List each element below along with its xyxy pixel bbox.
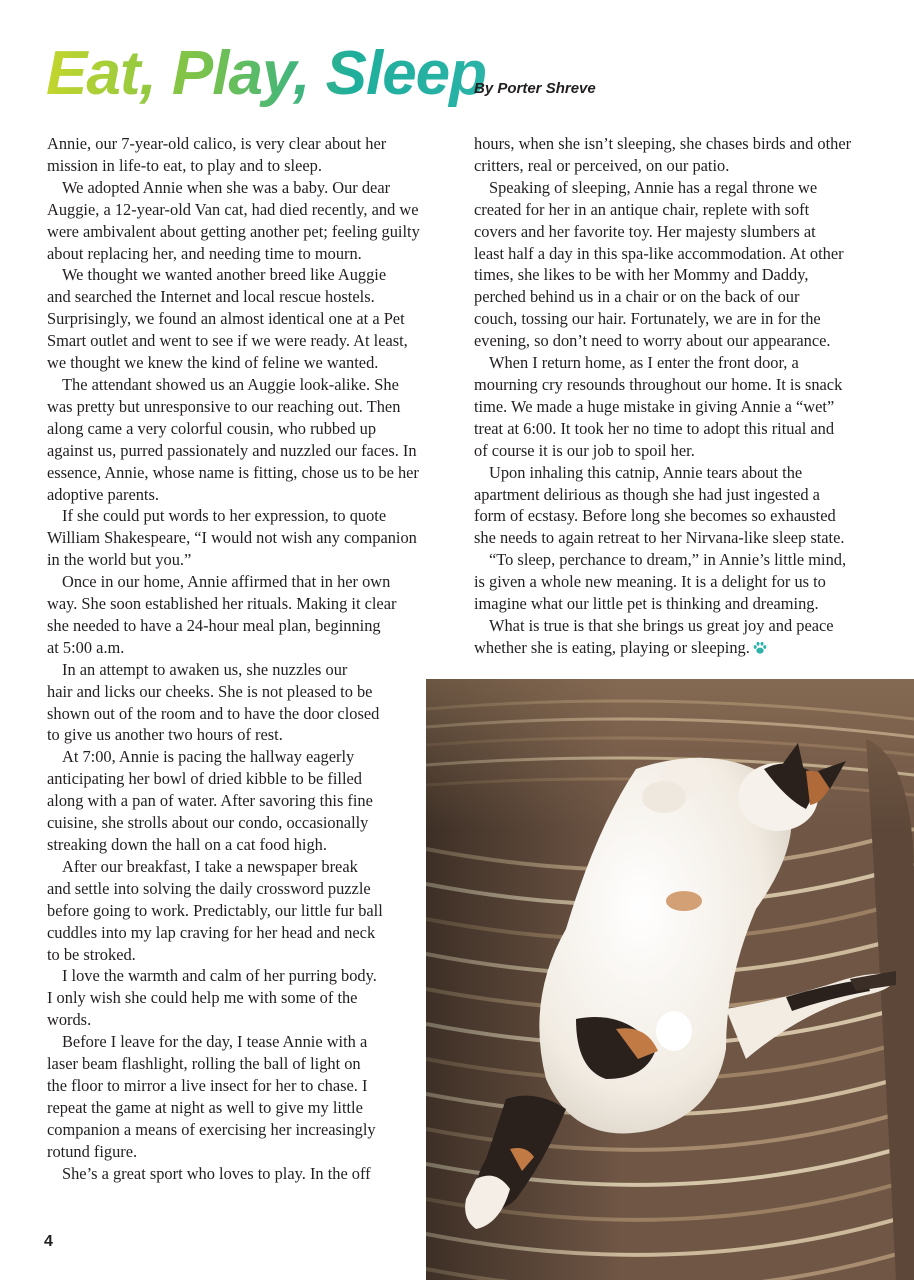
text-line: After our breakfast, I take a newspaper break	[62, 856, 358, 876]
text-line: anticipating her bowl of dried kibble to be filled	[47, 769, 362, 789]
text-line: adoptive parents.	[47, 484, 159, 504]
text-line: we thought we knew the kind of feline we wanted.	[47, 353, 379, 373]
text-line: apartment delirious as though she had just ingested a	[474, 484, 820, 504]
text-line: along with a pan of water. After savoring this fine	[47, 791, 373, 811]
text-line: the floor to mirror a live insect for her to chase. I	[47, 1075, 368, 1095]
closing-line-text: whether she is eating, playing or sleeping.	[474, 637, 750, 657]
text-line: least half a day in this spa-like accommodation. At other	[474, 243, 844, 263]
text-line: critters, real or perceived, on our patio.	[474, 155, 730, 175]
text-line: We adopted Annie when she was a baby. Our dear	[62, 177, 391, 197]
cat-on-striped-couch-illustration	[426, 679, 914, 1280]
text-line: mourning cry resounds throughout our home. It is snack	[474, 374, 843, 394]
article-left-column	[47, 133, 420, 1185]
text-line: cuddles into my lap craving for her head and neck	[47, 922, 376, 942]
text-line: at 5:00 a.m.	[47, 637, 125, 657]
text-line: she needs to again retreat to her Nirvana-like sleep state.	[474, 528, 845, 548]
text-line: Before I leave for the day, I tease Annie with a	[62, 1032, 368, 1052]
text-line: shown out of the room and to have the door closed	[47, 703, 380, 723]
text-line: words.	[47, 1010, 92, 1030]
text-line: before going to work. Predictably, our little fur ball	[47, 900, 383, 920]
text-line: against us, purred passionately and nuzzled our faces. In	[47, 440, 417, 460]
text-line: In an attempt to awaken us, she nuzzles our	[62, 659, 348, 679]
text-line: form of ecstasy. Before long she becomes so exhausted	[474, 506, 836, 526]
text-line: way. She soon established her rituals. Making it clear	[47, 594, 397, 614]
text-line: streaking down the hall on a cat food high.	[47, 835, 327, 854]
text-line: laser beam flashlight, rolling the ball of light on	[47, 1054, 361, 1074]
page-number: 4	[44, 1233, 53, 1250]
text-line: The attendant showed us an Auggie look-alike. She	[62, 374, 399, 394]
text-line: to give us another two hours of rest.	[47, 725, 283, 745]
text-line: At 7:00, Annie is pacing the hallway eagerly	[62, 747, 355, 767]
calico-cat-photo	[426, 679, 914, 1280]
text-line: times, she likes to be with her Mommy and Daddy,	[474, 265, 809, 285]
text-line: created for her in an antique chair, replete with soft	[474, 199, 810, 219]
paw-print-icon	[753, 641, 767, 655]
text-line: was pretty but unresponsive to our reaching out. Then	[47, 396, 401, 416]
text-line: time. We made a huge mistake in giving Annie a “wet”	[474, 396, 835, 416]
text-line: companion a means of exercising her increasingly	[47, 1119, 376, 1139]
text-line: imagine what our little pet is thinking and dreaming.	[474, 594, 819, 614]
text-line: evening, so don’t need to worry about our appearance.	[474, 331, 831, 351]
text-line: is given a whole new meaning. It is a delight for us to	[474, 572, 826, 592]
text-line: She’s a great sport who loves to play. In the off	[62, 1163, 371, 1183]
article-title: Eat, Play, Sleep	[46, 39, 487, 108]
text-line: in the world but you.”	[47, 550, 192, 570]
text-line: treat at 6:00. It took her no time to adopt this ritual and	[474, 418, 835, 438]
text-line: of course it is our job to spoil her.	[474, 440, 695, 460]
text-line: William Shakespeare, “I would not wish any companion	[47, 528, 417, 548]
text-line: to be stroked.	[47, 944, 136, 964]
text-line: perched behind us in a chair or on the back of our	[474, 287, 800, 307]
text-line: were ambivalent about getting another pet; feeling guilty	[47, 221, 420, 241]
text-line: Once in our home, Annie affirmed that in her own	[62, 572, 391, 592]
text-line: “To sleep, perchance to dream,” in Annie’s little mind,	[489, 550, 847, 570]
text-line: cuisine, she strolls about our condo, occasionally	[47, 813, 369, 833]
text-line: Surprisingly, we found an almost identical one at a Pet	[47, 309, 405, 329]
text-line	[474, 637, 884, 659]
text-line: Smart outlet and went to see if we were ready. At least,	[47, 331, 408, 351]
text-line: When I return home, as I enter the front door, a	[489, 353, 799, 373]
text-line: Upon inhaling this catnip, Annie tears about the	[489, 462, 803, 482]
text-line: mission in life-to eat, to play and to sleep.	[47, 155, 322, 175]
text-line: and settle into solving the daily crossword puzzle	[47, 878, 371, 898]
text-line: Annie, our 7-year-old calico, is very clear about her	[47, 134, 387, 153]
text-line: and searched the Internet and local rescue hostels.	[47, 287, 375, 307]
text-line: hours, when she isn’t sleeping, she chases birds and other	[474, 134, 852, 153]
byline: By Porter Shreve	[474, 80, 596, 97]
article-right-column	[474, 133, 884, 659]
text-line: along came a very colorful cousin, who rubbed up	[47, 418, 377, 438]
text-line: We thought we wanted another breed like Auggie	[62, 265, 387, 285]
text-line: she needed to have a 24-hour meal plan, beginning	[47, 615, 381, 635]
text-line: covers and her favorite toy. Her majesty slumbers at	[474, 221, 816, 241]
text-line: rotund figure.	[47, 1141, 138, 1161]
text-line: I only wish she could help me with some of the	[47, 988, 358, 1008]
text-line: What is true is that she brings us great joy and peace	[489, 615, 834, 635]
text-line: If she could put words to her expression, to quote	[62, 506, 387, 526]
text-line: Auggie, a 12-year-old Van cat, had died recently, and we	[47, 199, 419, 219]
text-line: repeat the game at night as well to give my little	[47, 1097, 363, 1117]
text-line: I love the warmth and calm of her purring body.	[62, 966, 377, 986]
text-line: essence, Annie, whose name is fitting, chose us to be her	[47, 462, 419, 482]
text-line: Speaking of sleeping, Annie has a regal throne we	[489, 177, 818, 197]
text-line: about replacing her, and needing time to mourn.	[47, 243, 362, 263]
text-line: hair and licks our cheeks. She is not pleased to be	[47, 681, 373, 701]
text-line: couch, tossing our hair. Fortunately, we are in for the	[474, 309, 821, 329]
